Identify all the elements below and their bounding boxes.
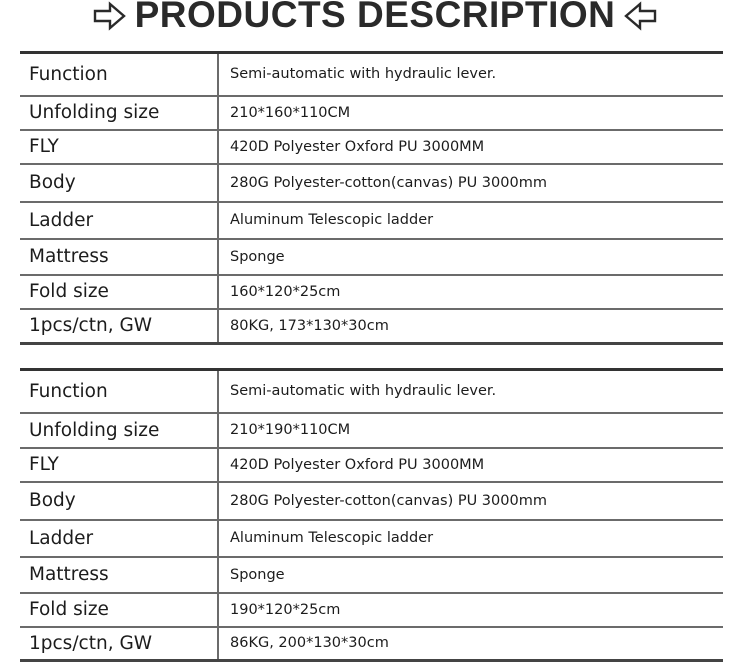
- row-value: 280G Polyester-cotton(canvas) PU 3000mm: [218, 482, 723, 520]
- row-label: Unfolding size: [20, 96, 218, 130]
- page-title: PRODUCTS DESCRIPTION: [134, 0, 616, 35]
- row-label: Mattress: [20, 239, 218, 275]
- table-row: [20, 520, 723, 557]
- arrow-left-outline-icon: [623, 1, 657, 31]
- row-value: 210*190*110CM: [218, 413, 723, 448]
- table-row: [20, 96, 723, 130]
- row-label: 1pcs/ctn, GW: [20, 309, 218, 344]
- table-row: [20, 593, 723, 627]
- table-row: [20, 557, 723, 593]
- row-label: Function: [20, 370, 218, 413]
- row-label: Fold size: [20, 275, 218, 309]
- row-label: 1pcs/ctn, GW: [20, 627, 218, 661]
- row-value: Aluminum Telescopic ladder: [218, 202, 723, 239]
- table-row: [20, 370, 723, 413]
- row-value: Semi-automatic with hydraulic lever.: [218, 370, 723, 413]
- row-value: 190*120*25cm: [218, 593, 723, 627]
- row-label: Mattress: [20, 557, 218, 593]
- arrow-right-outline-icon: [93, 1, 127, 31]
- row-label: FLY: [20, 448, 218, 482]
- table-row: [20, 482, 723, 520]
- spec-table-2: [20, 368, 723, 662]
- table-row: [20, 202, 723, 239]
- table-row: [20, 448, 723, 482]
- table-row: [20, 413, 723, 448]
- row-value: Sponge: [218, 239, 723, 275]
- table-row: [20, 239, 723, 275]
- row-label: FLY: [20, 130, 218, 164]
- table-row: [20, 53, 723, 96]
- row-value: 86KG, 200*130*30cm: [218, 627, 723, 661]
- row-label: Fold size: [20, 593, 218, 627]
- row-value: 280G Polyester-cotton(canvas) PU 3000mm: [218, 164, 723, 202]
- table-row: [20, 309, 723, 344]
- row-value: Sponge: [218, 557, 723, 593]
- row-value: 160*120*25cm: [218, 275, 723, 309]
- table-row: [20, 627, 723, 661]
- row-label: Ladder: [20, 520, 218, 557]
- row-label: Function: [20, 53, 218, 96]
- row-value: 80KG, 173*130*30cm: [218, 309, 723, 344]
- row-label: Ladder: [20, 202, 218, 239]
- row-value: 420D Polyester Oxford PU 3000MM: [218, 448, 723, 482]
- spec-table-1: [20, 51, 723, 345]
- row-value: Aluminum Telescopic ladder: [218, 520, 723, 557]
- page-header: [0, 0, 750, 36]
- row-label: Body: [20, 164, 218, 202]
- row-label: Unfolding size: [20, 413, 218, 448]
- row-value: 210*160*110CM: [218, 96, 723, 130]
- table-row: [20, 275, 723, 309]
- row-label: Body: [20, 482, 218, 520]
- row-value: 420D Polyester Oxford PU 3000MM: [218, 130, 723, 164]
- table-row: [20, 130, 723, 164]
- table-row: [20, 164, 723, 202]
- row-value: Semi-automatic with hydraulic lever.: [218, 53, 723, 96]
